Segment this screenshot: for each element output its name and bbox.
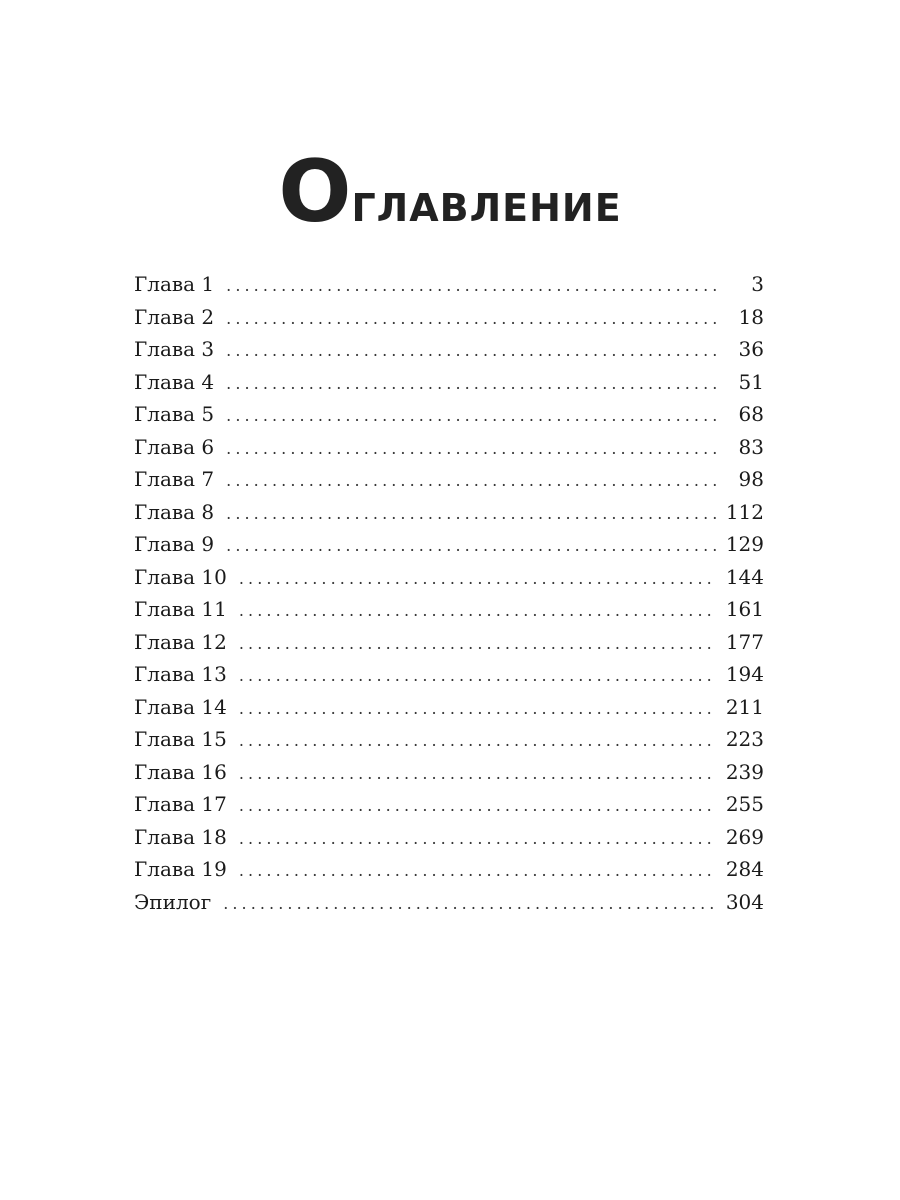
toc-entry[interactable] [134, 788, 764, 821]
toc-entry-page-number: 177 [725, 629, 764, 654]
toc-entry-page-number: 304 [725, 889, 764, 914]
toc-entry-label: Глава 19 [134, 857, 227, 881]
toc-entry-page-number: 223 [725, 727, 764, 751]
dot-leader [239, 595, 716, 628]
toc-entry[interactable] [134, 821, 764, 854]
toc-entry-label: Глава 6 [134, 434, 215, 459]
toc-entry-page-number: 161 [725, 597, 764, 621]
dot-leader [239, 725, 716, 758]
toc-entry[interactable] [134, 301, 764, 334]
dot-leader [239, 693, 716, 726]
dot-leader [239, 628, 716, 661]
toc-entry-label: Глава 3 [134, 337, 215, 361]
toc-entry[interactable] [134, 723, 764, 756]
dot-leader [226, 303, 716, 336]
title-rest: ГЛАВЛЕНИЕ [351, 186, 622, 231]
toc-entry[interactable] [134, 463, 764, 496]
toc-entry-label: Глава 16 [134, 759, 227, 784]
dot-leader [239, 855, 716, 888]
toc-entry-label: Глава 7 [134, 467, 215, 491]
title-initial: О [278, 142, 352, 243]
toc-entry[interactable] [134, 496, 764, 529]
dot-leader [226, 400, 716, 433]
toc-entry-page-number: 51 [738, 369, 764, 394]
toc-entry-label: Глава 13 [134, 662, 227, 686]
toc-entry[interactable] [134, 268, 764, 301]
dot-leader [226, 270, 716, 303]
toc-entry-page-number: 211 [725, 694, 764, 719]
dot-leader [226, 368, 716, 401]
toc-entry-label: Глава 4 [134, 369, 215, 394]
toc-entry-label: Глава 18 [134, 824, 227, 849]
toc-entry-page-number: 112 [725, 499, 764, 524]
toc-entry[interactable] [134, 886, 764, 919]
toc-entry-label: Глава 1 [134, 272, 215, 296]
toc-entry-page-number: 3 [751, 272, 764, 296]
toc-entry-page-number: 269 [725, 824, 764, 849]
toc-entry[interactable] [134, 431, 764, 464]
toc-entry[interactable] [134, 366, 764, 399]
dot-leader [226, 498, 716, 531]
toc-entry-label: Глава 11 [134, 597, 227, 621]
dot-leader [239, 563, 716, 596]
toc-entry-label: Глава 17 [134, 792, 227, 816]
page-title [0, 142, 900, 243]
toc-entry[interactable] [134, 756, 764, 789]
toc-entry[interactable] [134, 691, 764, 724]
toc-entry-page-number: 98 [738, 467, 764, 491]
toc-entry-label: Глава 14 [134, 694, 227, 719]
toc-entry[interactable] [134, 593, 764, 626]
toc-entry[interactable] [134, 333, 764, 366]
toc-entry[interactable] [134, 528, 764, 561]
toc-entry-label: Глава 8 [134, 499, 215, 524]
dot-leader [223, 888, 716, 921]
toc-entry-label: Глава 12 [134, 629, 227, 654]
dot-leader [239, 660, 716, 693]
toc-entry-label: Эпилог [134, 889, 212, 914]
dot-leader [239, 790, 716, 823]
toc-entry-label: Глава 5 [134, 402, 215, 426]
dot-leader [226, 530, 716, 563]
toc-entry-page-number: 284 [725, 857, 764, 881]
dot-leader [239, 823, 716, 856]
toc-entry[interactable] [134, 853, 764, 886]
toc-entry-label: Глава 10 [134, 564, 227, 589]
toc-entry-page-number: 255 [725, 792, 764, 816]
dot-leader [226, 433, 716, 466]
toc-entry[interactable] [134, 626, 764, 659]
toc-entry[interactable] [134, 398, 764, 431]
toc-entry-page-number: 144 [725, 564, 764, 589]
toc-entry-page-number: 83 [738, 434, 764, 459]
dot-leader [239, 758, 716, 791]
toc-entry-page-number: 194 [725, 662, 764, 686]
toc-entry-page-number: 18 [738, 304, 764, 329]
toc-entry-label: Глава 2 [134, 304, 215, 329]
table-of-contents [134, 268, 764, 918]
dot-leader [226, 335, 716, 368]
toc-entry[interactable] [134, 658, 764, 691]
toc-entry[interactable] [134, 561, 764, 594]
toc-entry-page-number: 129 [725, 532, 764, 556]
toc-entry-label: Глава 9 [134, 532, 215, 556]
toc-entry-page-number: 239 [725, 759, 764, 784]
toc-entry-page-number: 68 [738, 402, 764, 426]
toc-entry-page-number: 36 [738, 337, 764, 361]
toc-entry-label: Глава 15 [134, 727, 227, 751]
dot-leader [226, 465, 716, 498]
